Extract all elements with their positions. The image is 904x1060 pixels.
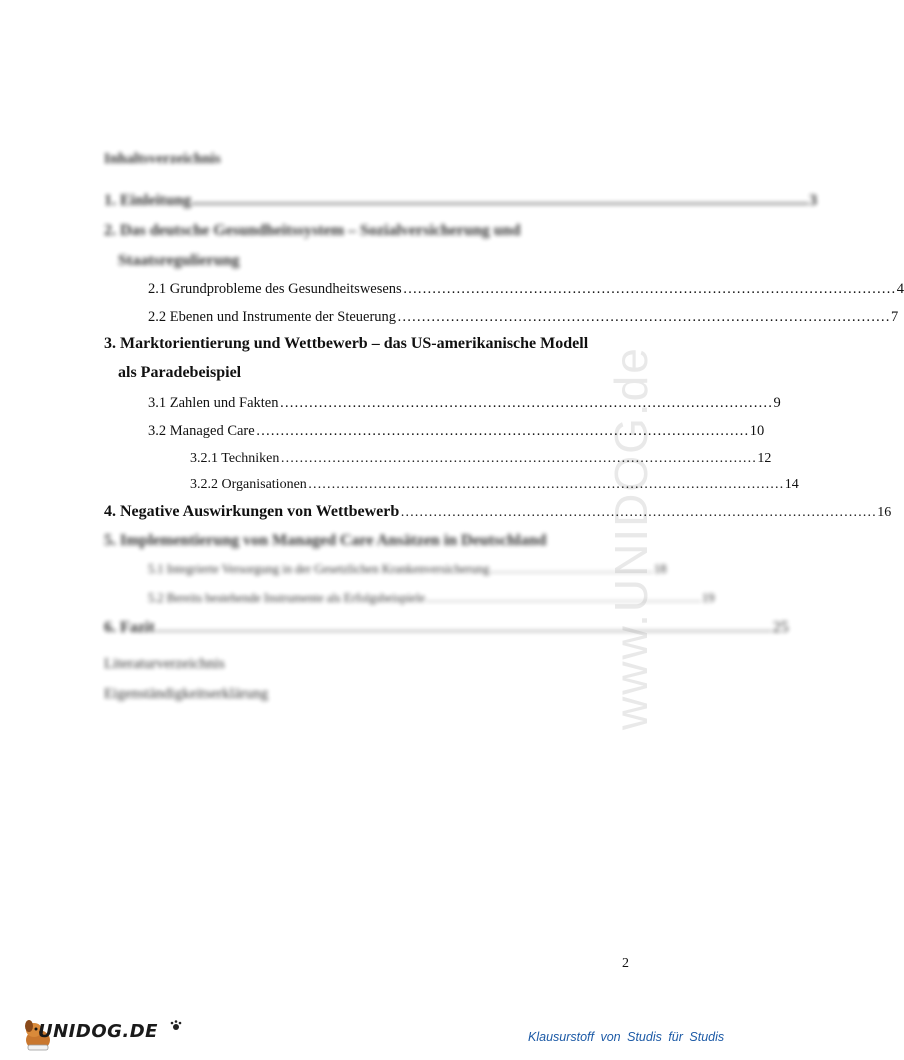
- declaration-entry: Eigenständigkeitserklärung: [104, 686, 269, 702]
- toc-entry-text: 4. Negative Auswirkungen von Wettbewerb: [104, 503, 400, 520]
- toc-entry: [104, 503, 892, 521]
- toc-entry-page: 14: [784, 477, 799, 492]
- toc-entry-text: 2.2 Ebenen und Instrumente der Steuerung: [148, 309, 397, 325]
- toc-leader: …………………………………………………………………………………………: [279, 395, 773, 411]
- toc-entry-page: 18: [653, 562, 667, 576]
- toc-entry-page: 19: [702, 591, 715, 605]
- toc-leader: …………………………………………………………………………………………: [402, 281, 896, 297]
- toc-entry-page: 3: [809, 192, 818, 209]
- toc-entry-text: 2. Das deutsche Gesundheitssystem – Sozialversicherung und: [104, 222, 521, 239]
- toc-entry-page: 7: [891, 309, 899, 325]
- toc-entry: [104, 192, 818, 210]
- toc-entry: [104, 619, 789, 637]
- toc-title: Inhaltsverzeichnis: [104, 151, 221, 167]
- toc-leader: ..........................................................................................................................................................: [155, 619, 772, 636]
- toc-entry-text: als Paradebeispiel: [118, 364, 242, 381]
- toc-entry-text: 5. Implementierung von Managed Care Ansätzen in Deutschland: [104, 532, 547, 549]
- toc-entry: [118, 252, 626, 270]
- toc-leader: …………………………………………………………………………………………: [255, 423, 749, 439]
- toc-entry-page: 9: [773, 395, 781, 411]
- toc-leader: …………………………………………………………………………………………: [307, 477, 784, 492]
- toc-entry-text: 3.2 Managed Care: [148, 423, 255, 439]
- toc-entry: [190, 451, 772, 467]
- bibliography-entry: Literaturverzeichnis: [104, 656, 225, 672]
- toc-entry: [148, 423, 765, 440]
- watermark: www.UNIDOG.de: [605, 346, 657, 730]
- footer-tagline: Klausurstoff von Studis für Studis: [528, 1030, 725, 1044]
- toc-entry-text: 3.2.2 Organisationen: [190, 477, 307, 492]
- toc-entry-text: 6. Fazit: [104, 619, 155, 636]
- toc-entry-text: 2.1 Grundprobleme des Gesundheitswesens: [148, 281, 402, 297]
- toc-entry: [148, 562, 667, 577]
- toc-entry-page: 10: [749, 423, 765, 439]
- toc-leader: …………………………………………………………………………………………: [280, 451, 757, 466]
- toc-entry-text: 5.2 Bereits bestehende Instrumente als Erfolgsbeispiele: [148, 591, 426, 605]
- toc-entry-text: 1. Einleitung: [104, 192, 192, 209]
- toc-entry: [148, 395, 781, 412]
- toc-entry-page: 16: [877, 505, 892, 520]
- toc-entry: [148, 309, 899, 326]
- page-number: 2: [622, 956, 629, 971]
- toc-entry-page: 12: [757, 451, 772, 466]
- toc-entry: [104, 335, 634, 353]
- toc-entry-page: 25: [772, 619, 789, 636]
- toc-entry: [148, 591, 715, 606]
- toc-entry-page: 4: [896, 281, 904, 297]
- toc-leader: ..........................................................................................................................................................: [192, 192, 809, 209]
- logo-text: UNIDOG.DE: [38, 1021, 158, 1042]
- toc-entry-text: 5.1 Integrierte Versorgung in der Gesetzlichen Krankenversicherung: [148, 562, 490, 576]
- toc-leader: …………………………………………………………………………………………: [397, 309, 891, 325]
- toc-entry-text: 3. Marktorientierung und Wettbewerb – das US-amerikanische Modell: [104, 335, 589, 352]
- toc-entry: [148, 281, 904, 298]
- toc-entry: [104, 222, 626, 240]
- toc-leader: …………………………………………………………: [426, 591, 702, 605]
- toc-entry: [104, 532, 630, 550]
- toc-entry: [190, 477, 799, 493]
- paw-icon: [171, 1020, 182, 1030]
- toc-leader: …………………………………: [490, 562, 653, 576]
- toc-leader: …………………………………………………………………………………………: [400, 505, 877, 520]
- toc-entry: [118, 364, 626, 382]
- toc-entry-text: 3.2.1 Techniken: [190, 451, 280, 466]
- toc-entry-text: 3.1 Zahlen und Fakten: [148, 395, 279, 411]
- toc-entry-text: Staatsregulierung: [118, 252, 240, 269]
